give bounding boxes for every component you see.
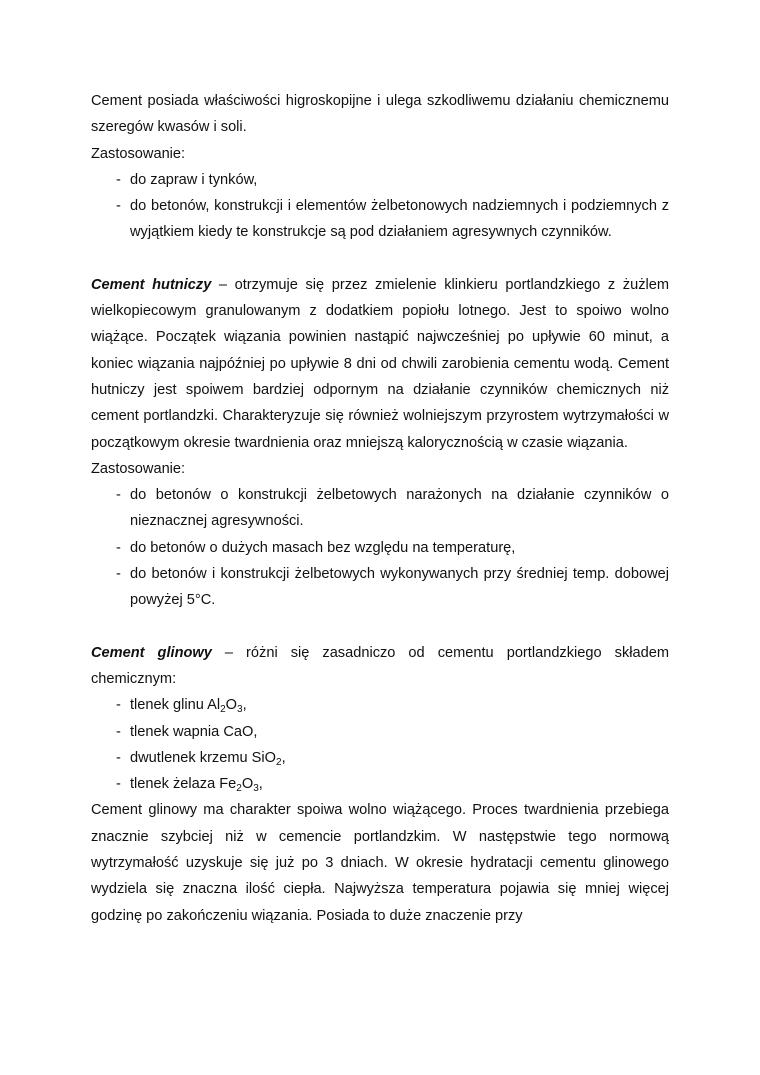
hutniczy-usage-label: Zastosowanie:	[91, 460, 186, 477]
list-item: - tlenek żelaza $Fe_2O_3$,	[130, 771, 669, 797]
glinowy-paragraph	[91, 640, 669, 693]
hutniczy-usage-list	[91, 482, 669, 613]
list-item: - do betonów o konstrukcji żelbetowych narażonych na działanie czynników o nieznacznej agresywności.	[130, 482, 669, 535]
list-item: - do betonów i konstrukcji żelbetowych wykonywanych przy średniej temp. dobowej powyżej 5°C.	[130, 561, 669, 614]
list-item: - do zapraw i tynków,	[130, 167, 669, 193]
intro-usage-list	[91, 167, 669, 246]
list-item: - do betonów, konstrukcji i elementów żelbetonowych nadziemnych i podziemnych z wyjątkiem kiedy te konstrukcje są pod działaniem agresywnych czynników.	[130, 193, 669, 246]
list-item: - dwutlenek krzemu SiO$_2$,	[130, 745, 669, 771]
list-item: - tlenek glinu $Al_2O_3$,	[130, 692, 669, 718]
document-page	[91, 88, 669, 929]
hutniczy-description: – otrzymuje się przez zmielenie klinkieru portlandzkiego z żużlem wielkopiecowym granulowanym z dodatkiem popiołu lotnego. Jest to spoiwo wolno wiążące. Początek wiązania powinien nastąpić najwcześniej po upływie 60 minut, a koniec wiązania najpóźniej po upływie 8 dni od chwili zarobienia cementu wodą. Cement hutniczy jest spoiwem bardziej odpornym na działanie czynników chemicznych niż cement portlandzki. Charakteryzuje się również wolniejszym przyrostem wytrzymałości w początkowym okresie twardnienia oraz mniejszą kalorycznością w czasie wiązania.	[91, 276, 670, 451]
term-cement-hutniczy: Cement hutniczy	[91, 276, 212, 293]
list-item: - do betonów o dużych masach bez względu na temperaturę,	[130, 535, 669, 561]
paragraph-gap	[91, 246, 669, 272]
list-item: - tlenek wapnia CaO,	[130, 719, 669, 745]
glinowy-closing-paragraph: Cement glinowy ma charakter spoiwa wolno wiążącego. Proces twardnienia przebiega znacznie szybciej niż w cemencie portlandzkim. W następstwie tego normową wytrzymałość uzyskuje się już po 3 dniach. W okresie hydratacji cementu glinowego wydziela się znaczna ilość ciepła. Najwyższa temperatura pojawia się mniej więcej godzinę po zakończeniu wiązania. Posiada to duże znaczenie przy	[91, 802, 669, 924]
term-cement-glinowy: Cement glinowy	[91, 644, 212, 661]
hutniczy-paragraph	[91, 272, 669, 456]
intro-usage-label: Zastosowanie:	[91, 145, 186, 162]
glinowy-components-list	[91, 692, 669, 797]
glinowy-description: – różni się zasadniczo od cementu portlandzkiego składem chemicznym:	[91, 644, 669, 687]
paragraph-gap	[91, 614, 669, 640]
intro-paragraph: Cement posiada właściwości higroskopijne i ulega szkodliwemu działaniu chemicznemu szeregów kwasów i soli.	[91, 93, 669, 136]
